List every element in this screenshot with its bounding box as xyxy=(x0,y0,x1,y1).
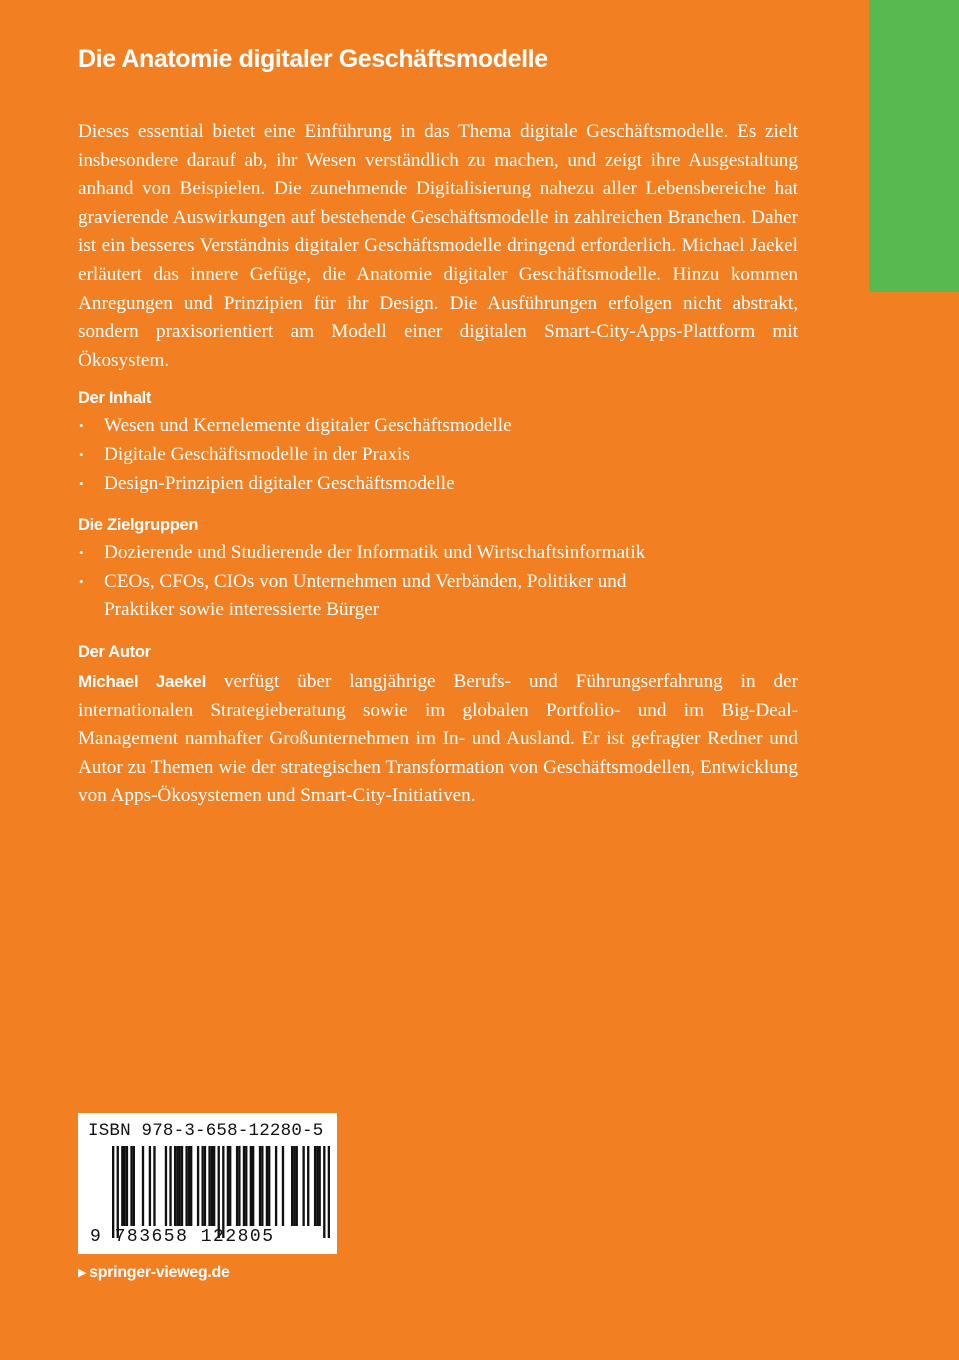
publisher-link[interactable] xyxy=(78,1264,230,1282)
barcode-bar xyxy=(117,1146,119,1238)
list-item-text: CEOs, CFOs, CIOs von Unternehmen und Verbänden, Politiker und Praktiker sowie interessierte Bürger xyxy=(104,570,627,621)
section-inhalt xyxy=(78,388,798,498)
list-item xyxy=(78,441,798,470)
barcode-bar xyxy=(201,1146,203,1226)
publisher-url: springer-vieweg.de xyxy=(89,1264,230,1281)
list-item xyxy=(78,412,798,441)
list-item-text: Dozierende und Studierende der Informatik und Wirtschaftsinformatik xyxy=(104,542,646,564)
barcode-bar xyxy=(291,1146,293,1226)
barcode-bar xyxy=(204,1146,206,1226)
zielgruppen-list xyxy=(78,539,798,625)
barcode-bar xyxy=(112,1146,114,1238)
barcode-bar xyxy=(293,1146,295,1226)
book-title: Die Anatomie digitaler Geschäftsmodelle xyxy=(78,45,548,73)
barcode-bar xyxy=(261,1146,263,1226)
barcode-bar xyxy=(197,1146,199,1226)
barcode-bar xyxy=(165,1146,167,1226)
list-item-text: Digitale Geschäftsmodelle in der Praxis xyxy=(104,443,410,465)
barcode-bar xyxy=(121,1146,123,1226)
barcode-bar xyxy=(142,1146,144,1226)
barcode-bar xyxy=(130,1146,132,1226)
barcode-bar xyxy=(268,1146,270,1226)
list-item-text: Wesen und Kernelemente digitaler Geschäftsmodelle xyxy=(104,415,512,437)
barcode-bar xyxy=(176,1146,178,1226)
barcode-bar xyxy=(250,1146,252,1226)
author-bio xyxy=(78,668,798,811)
barcode-bar xyxy=(238,1146,240,1226)
arrow-right-icon: ▶ xyxy=(78,1267,87,1279)
barcode-bar xyxy=(316,1146,318,1226)
barcode-bars xyxy=(112,1146,330,1238)
barcode-bar xyxy=(236,1146,238,1226)
back-cover-content xyxy=(78,44,798,811)
barcode-bar xyxy=(323,1146,325,1238)
isbn-barcode xyxy=(78,1113,337,1254)
barcode-bar xyxy=(211,1146,213,1226)
barcode-bar xyxy=(218,1146,220,1238)
barcode-bar xyxy=(282,1146,284,1226)
barcode-bar xyxy=(133,1146,135,1226)
author-name: Michael Jaekel xyxy=(78,671,206,691)
isbn-label: ISBN 978-3-658-12280-5 xyxy=(88,1121,324,1141)
barcode-bar xyxy=(275,1146,277,1226)
section-heading-inhalt: Der Inhalt xyxy=(78,389,152,408)
list-item-text: Design-Prinzipien digitaler Geschäftsmodelle xyxy=(104,472,455,494)
barcode-bar xyxy=(266,1146,268,1226)
bullet-icon: • xyxy=(79,573,84,589)
barcode-bar xyxy=(208,1146,210,1226)
book-description: Dieses essential bietet eine Einführung in das Thema digitale Geschäftsmodelle. Es zielt insbesondere darauf ab, ihr Wesen verständlich zu machen, und zeigt ihre Ausgestaltung anhand von Beispielen. Die zunehmende Digitalisierung nahezu aller Lebensbereiche hat gravierende Auswirkungen auf bestehende Geschäftsmodelle in zahlreichen Branchen. Daher ist ein besseres Verständnis digitaler Geschäftsmodelle dringend erforderlich. Michael Jaekel erläutert das innere Gefüge, die Anatomie digitaler Geschäftsmodelle. Hinzu kommen Anregungen und Prinzipien für ihr Design. Die Ausführungen erfolgen nicht abstrakt, sondern praxisorientiert am Modell einer digitalen Smart-City-Apps-Plattform mit Ökosystem. xyxy=(78,121,798,371)
barcode-bar xyxy=(169,1146,171,1226)
barcode-bar xyxy=(307,1146,309,1226)
author-bio-text: verfügt über langjährige Berufs- und Führungserfahrung in der internationalen Strategieberatung sowie im globalen Portfolio- und im Big-Deal-Management namhafter Großunternehmen im In- und Ausland. Er ist gefragter Redner und Autor zu Themen wie der strategischen Transformation von Geschäftsmodellen, Entwicklung von Apps-Ökosystemen und Smart-City-Initiativen. xyxy=(78,670,798,807)
bullet-icon: • xyxy=(79,475,84,491)
barcode-bar xyxy=(222,1146,224,1238)
barcode-bar xyxy=(190,1146,192,1226)
ean-digits: 9 783658 122805 xyxy=(90,1227,275,1247)
barcode-bar xyxy=(314,1146,316,1226)
barcode-bar xyxy=(126,1146,128,1226)
barcode-bar xyxy=(259,1146,261,1226)
section-heading-zielgruppen: Die Zielgruppen xyxy=(78,516,199,535)
barcode-bar xyxy=(252,1146,254,1226)
bullet-icon: • xyxy=(79,545,84,561)
barcode-bar xyxy=(213,1146,215,1226)
barcode-bar xyxy=(174,1146,176,1226)
barcode-bar xyxy=(179,1146,181,1226)
barcode-bar xyxy=(123,1146,125,1226)
barcode-bar xyxy=(243,1146,245,1226)
barcode-bar xyxy=(328,1146,330,1238)
green-color-tab xyxy=(869,0,959,292)
barcode-bar xyxy=(149,1146,151,1226)
barcode-bar xyxy=(296,1146,298,1226)
section-heading-autor: Der Autor xyxy=(78,642,151,661)
barcode-bar xyxy=(229,1146,231,1226)
section-zielgruppen xyxy=(78,515,798,625)
bullet-icon: • xyxy=(79,446,84,462)
bullet-icon: • xyxy=(79,418,84,434)
inhalt-list xyxy=(78,412,798,498)
barcode-bar xyxy=(319,1146,321,1226)
barcode-bar xyxy=(302,1146,304,1226)
list-item xyxy=(78,470,798,499)
list-item xyxy=(78,539,798,568)
barcode-bar xyxy=(181,1146,183,1226)
list-item xyxy=(78,568,694,625)
barcode-bar xyxy=(185,1146,187,1226)
barcode-bar xyxy=(227,1146,229,1226)
barcode-bar xyxy=(245,1146,247,1226)
barcode-bar xyxy=(153,1146,155,1226)
section-autor xyxy=(78,642,798,811)
barcode-bar xyxy=(188,1146,190,1226)
